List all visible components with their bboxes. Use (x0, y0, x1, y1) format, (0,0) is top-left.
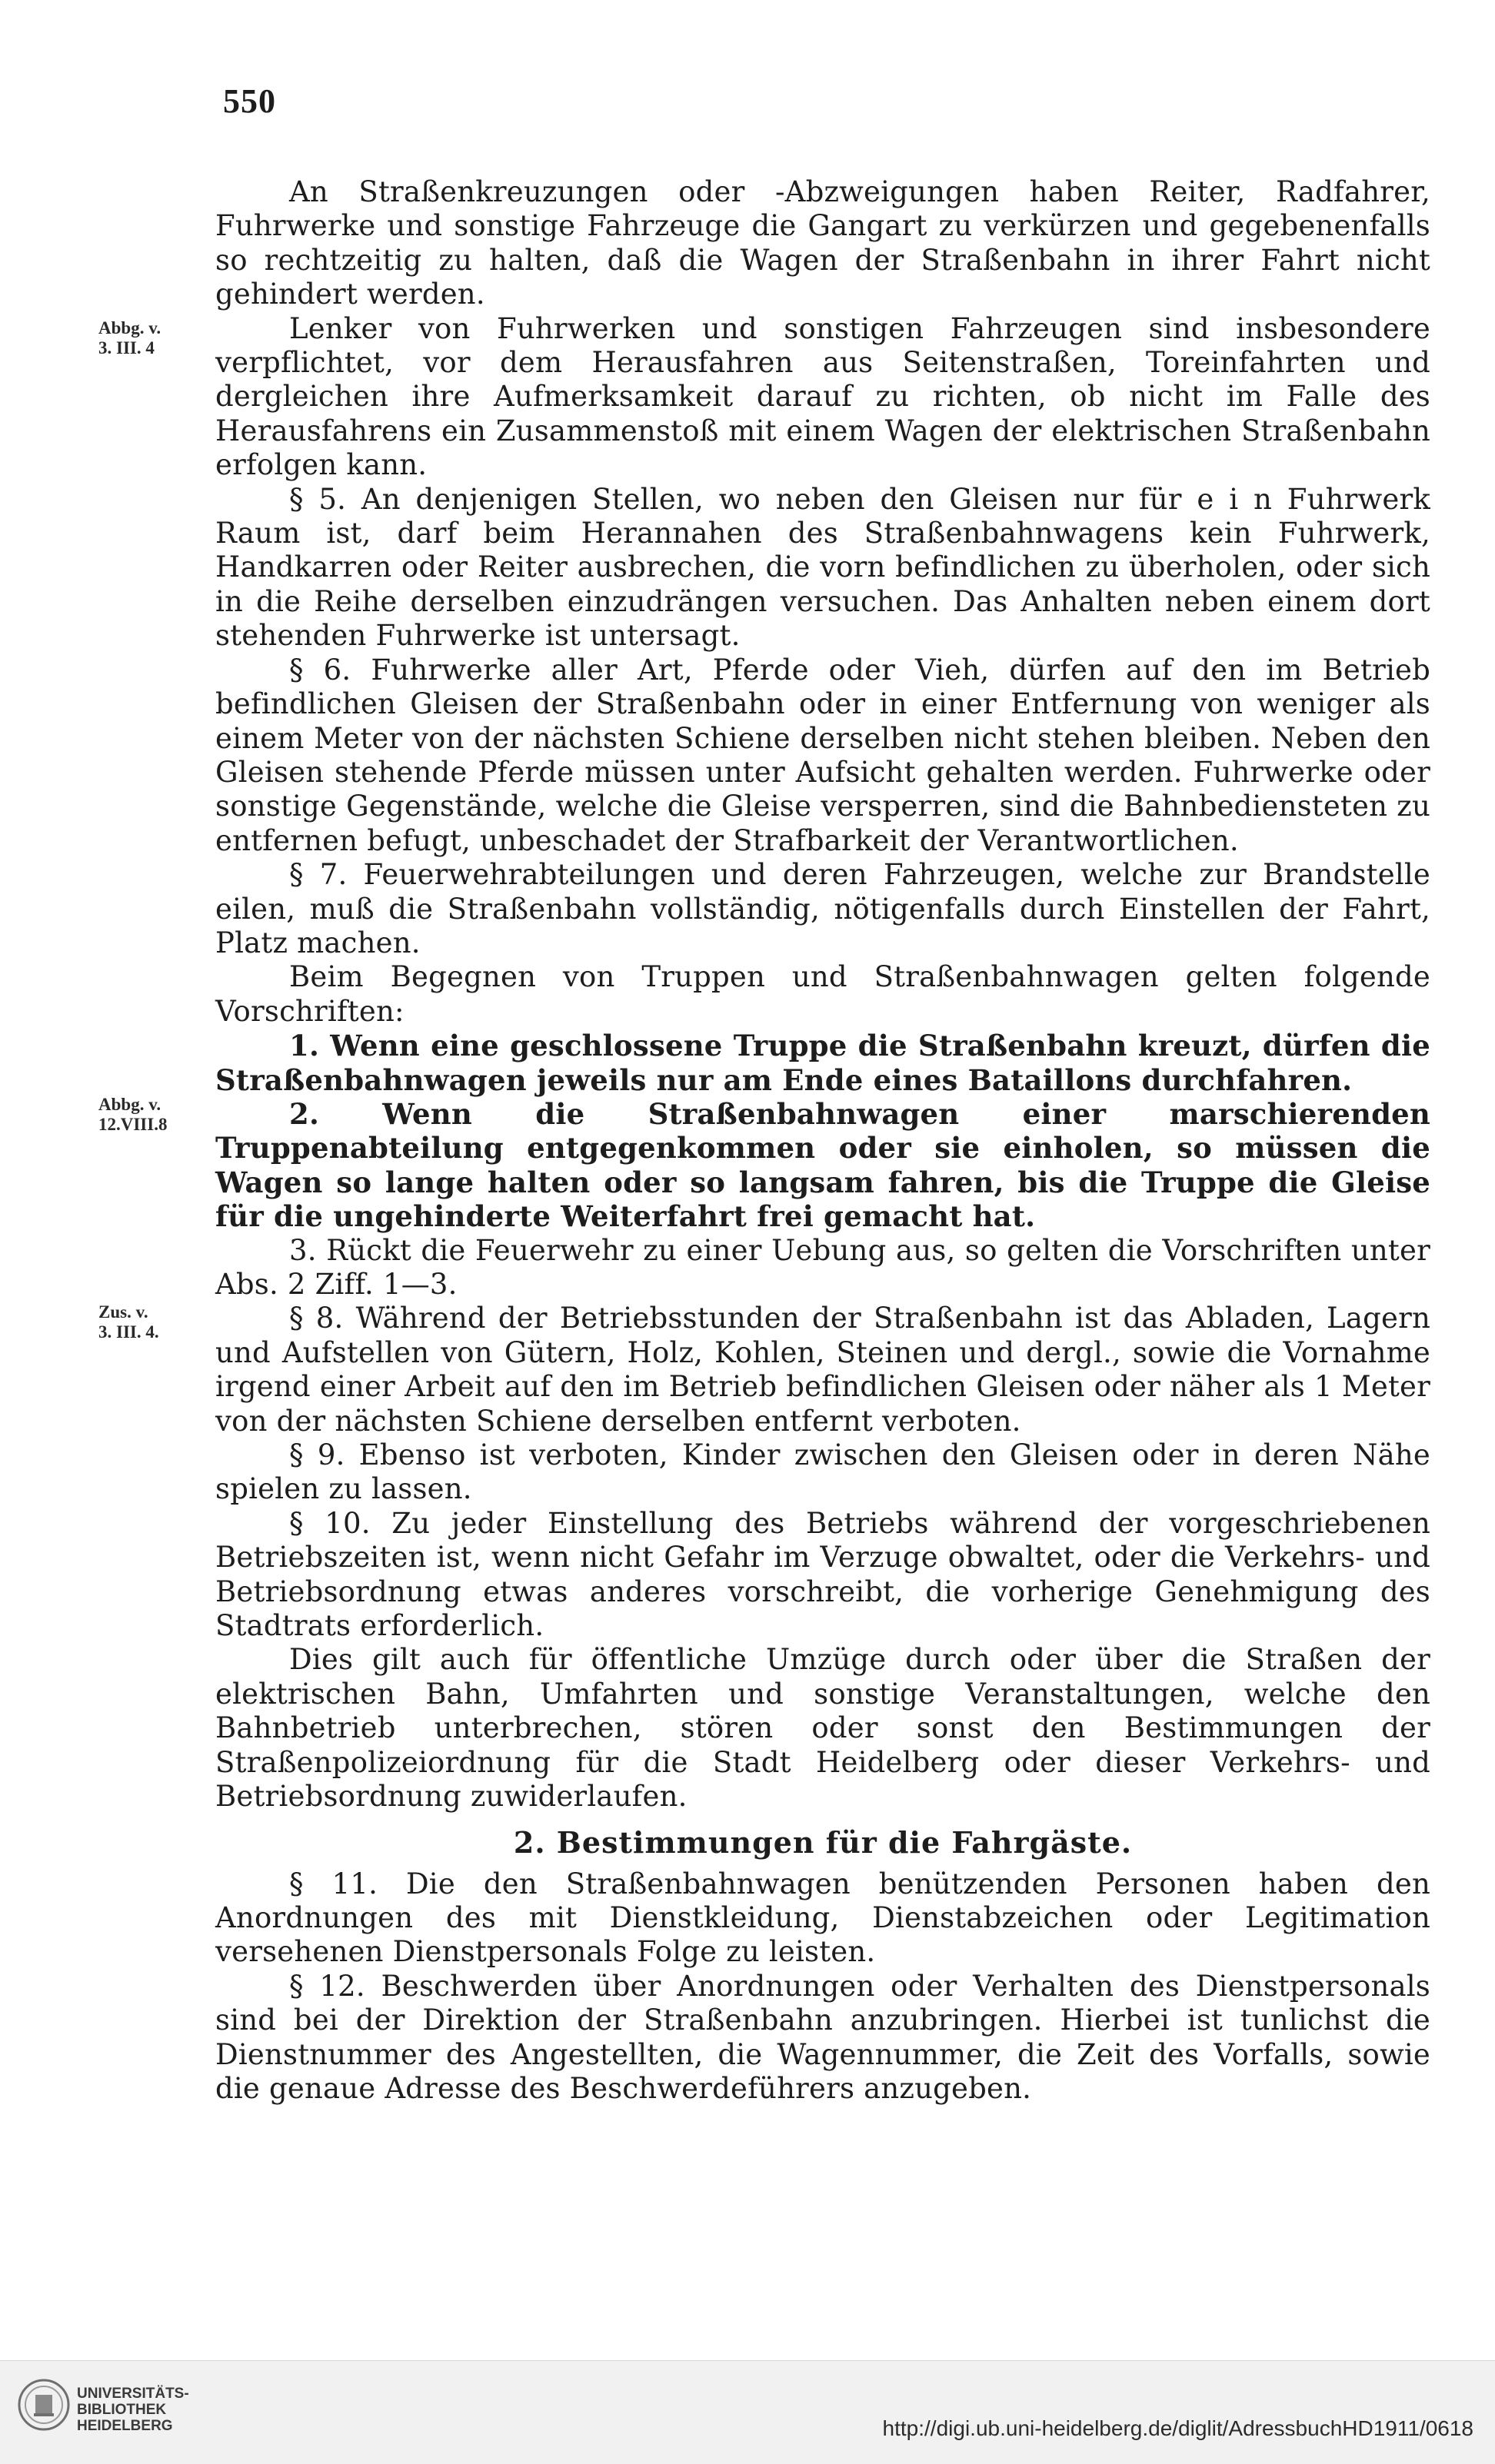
paragraph: An Straßenkreuzungen oder -Abzweigungen haben Reiter, Radfahrer, Fuhrwerke und sonstige Fahrzeuge die Gangart zu verkürzen und gegebenenfalls so rechtzeitig zu halten, daß die Wagen der Straßenbahn in ihrer Fahrt nicht gehindert werden. (215, 175, 1430, 311)
document-body (215, 175, 1430, 2106)
page-number: 550 (223, 82, 276, 120)
margin-note (98, 318, 214, 358)
paragraph-rule: 2. Wenn die Straßenbahnwagen einer marschierenden Truppenabteilung entgegenkommen oder sie einholen, so müssen die Wagen so lange halten oder so langsam fahren, bis die Truppe die Gleise für die ungehinderte Weiterfahrt frei gemacht hat. (215, 1096, 1430, 1234)
paragraph-rule: 1. Wenn eine geschlossene Truppe die Straßenbahn kreuzt, dürfen die Straßenbahnwagen jeweils nur am Ende eines Bataillons durchfahren. (215, 1029, 1430, 1097)
paragraph: § 7. Feuerwehrabteilungen und deren Fahrzeugen, welche zur Brandstelle eilen, muß die Straßenbahn vollständig, nötigenfalls durch Einstellen der Fahrt, Platz machen. (215, 858, 1430, 959)
margin-note-line: Abbg. v. (98, 1095, 161, 1114)
margin-note-line: Zus. v. (98, 1302, 148, 1322)
paragraph: 3. Rückt die Feuerwehr zu einer Uebung aus, so gelten die Vorschriften unter Abs. 2 Ziff. 1—3. (215, 1233, 1430, 1301)
institution-name (77, 2386, 189, 2434)
footer-bar (0, 2360, 1495, 2464)
paragraph: § 6. Fuhrwerke aller Art, Pferde oder Vieh, dürfen auf den im Betrieb befindlichen Gleisen der Straßenbahn oder in einer Entfernung von weniger als einem Meter von der nächsten Schiene derselben nicht stehen bleiben. Neben den Gleisen stehende Pferde müssen unter Aufsicht gehalten werden. Fuhrwerke oder sonstige Gegenstände, welche die Gleise versperren, sind die Bahnbediensteten zu entfernen befugt, unbeschadet der Strafbarkeit der Verantwortlichen. (215, 653, 1430, 857)
source-url-link[interactable]: http://digi.ub.uni-heidelberg.de/diglit/AdressbuchHD1911/0618 (882, 2416, 1473, 2440)
margin-note-line: 12.VIII.8 (98, 1115, 168, 1134)
margin-note (98, 1302, 214, 1342)
paragraph: § 12. Beschwerden über Anordnungen oder Verhalten des Dienstpersonals sind bei der Direktion der Straßenbahn anzubringen. Hierbei ist tunlichst die Dienstnummer des Angestellten, die Wagennummer, die Zeit des Vorfalls, sowie die genaue Adresse des Beschwerdeführers anzugeben. (215, 1969, 1430, 2105)
paragraph: Dies gilt auch für öffentliche Umzüge durch oder über die Straßen der elektrischen Bahn, Umfahrten und sonstige Veranstaltungen, welche den Bahnbetrieb unterbrechen, stören oder sonst den Bestimmungen der Straßenpolizeiordnung für die Stadt Heidelberg oder dieser Verkehrs- und Betriebsordnung zuwiderlaufen. (215, 1643, 1430, 1814)
section-heading: 2. Bestimmungen für die Fahrgäste. (513, 1824, 1133, 1860)
paragraph: § 10. Zu jeder Einstellung des Betriebs während der vorgeschriebenen Betriebszeiten ist, wenn nicht Gefahr im Verzuge obwaltet, oder die Verkehrs- und Betriebsordnung etwas anderes vorschreibt, die vorherige Genehmigung des Stadtrats erforderlich. (215, 1506, 1430, 1643)
margin-note-line: Abbg. v. (98, 318, 161, 338)
margin-note (98, 1095, 214, 1135)
paragraph: Lenker von Fuhrwerken und sonstigen Fahrzeugen sind insbesondere verpflichtet, vor dem Herausfahren aus Seitenstraßen, Toreinfahrten und dergleichen ihre Aufmerksamkeit darauf zu richten, ob nicht im Falle des Herausfahrens ein Zusammenstoß mit einem Wagen der elektrischen Straßenbahn erfolgen kann. (215, 311, 1430, 482)
margin-note-line: 3. III. 4. (98, 1322, 159, 1342)
margin-note-line: 3. III. 4 (98, 338, 155, 357)
paragraph: § 11. Die den Straßenbahnwagen benützenden Personen haben den Anordnungen des mit Dienstkleidung, Dienstabzeichen oder Legitimation versehenen Dienstpersonals Folge zu leisten. (215, 1867, 1430, 1969)
paragraph: § 8. Während der Betriebsstunden der Straßenbahn ist das Abladen, Lagern und Aufstellen von Gütern, Holz, Kohlen, Steinen und dergl., sowie die Vornahme irgend einer Arbeit auf den im Betrieb befindlichen Gleisen oder näher als 1 Meter von der nächsten Schiene derselben entfernt verboten. (215, 1302, 1430, 1438)
institution-line: BIBLIOTHEK (77, 2402, 167, 2418)
university-seal-icon (17, 2378, 71, 2432)
institution-line: UNIVERSITÄTS- (77, 2386, 189, 2402)
paragraph: § 5. An denjenigen Stellen, wo neben den Gleisen nur für e i n Fuhrwerk Raum ist, darf beim Herannahen des Straßenbahnwagens kein Fuhrwerk, Handkarren oder Reiter ausbrechen, die vorn befindlichen zu überholen, oder sich in die Reihe derselben einzudrängen versuchen. Das Anhalten neben einem dort stehenden Fuhrwerke ist untersagt. (215, 482, 1430, 653)
paragraph: Beim Begegnen von Truppen und Straßenbahnwagen gelten folgende Vorschriften: (215, 960, 1430, 1028)
institution-line: HEIDELBERG (77, 2418, 173, 2434)
paragraph: § 9. Ebenso ist verboten, Kinder zwischen den Gleisen oder in deren Nähe spielen zu lassen. (215, 1438, 1430, 1506)
